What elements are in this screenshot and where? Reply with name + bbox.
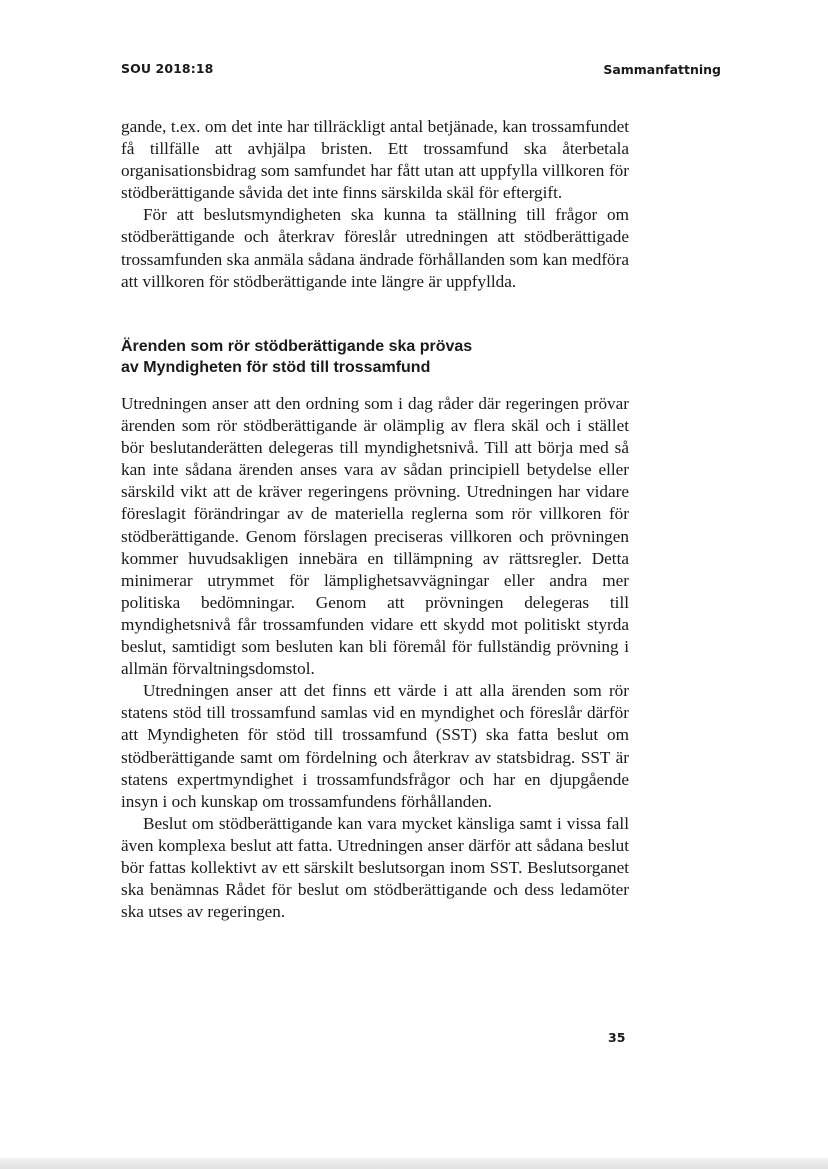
paragraph: Utredningen anser att den ordning som i dag råder där regeringen prövar ärenden som rör stödberättigande är olämplig av flera skäl och i stället bör beslutanderätten delegeras till myndighetsnivå. Till att börja med så kan inte sådana ärenden anses vara av sådan principiell betydelse eller särskild vikt att de kräver regeringens prövning. Utredningen har vidare föreslagit förändringar av de materiella reglerna som rör villkoren för stödberättigande. Genom förslagen preciseras villkoren och prövningen kommer huvudsakligen innebära en tillämpning av rättsregler. Detta minimerar utrymmet för lämplighetsavvägningar eller andra mer politiska bedömningar. Genom att prövningen delegeras till myndighetsnivå får trossamfunden vidare ett skydd mot politiskt styrda beslut, samtidigt som besluten kan bli föremål för fullständig prövning i allmän förvaltningsdomstol. [121, 394, 629, 679]
running-header-section: Sammanfattning [603, 62, 721, 77]
running-header-report-id: SOU 2018:18 [121, 61, 214, 76]
paragraph: Utredningen anser att det finns ett värde i att alla ärenden som rör statens stöd till trossamfund samlas vid en myndighet och föreslår därför att Myndigheten för stöd till trossamfund (SST) ska fatta beslut om stödberättigande samt om fördelning och återkrav av statsbidrag. SST är statens expertmyndighet i trossamfundsfrågor och har en djupgående insyn i och kunskap om trossamfundens förhållanden. [121, 681, 629, 811]
section-1-text [121, 116, 629, 293]
paragraph: Beslut om stödberättigande kan vara mycket känsliga samt i vissa fall även komplexa beslut att fatta. Utredningen anser därför att sådana beslut bör fattas kollektivt av ett särskilt beslutsorgan inom SST. Beslutsorganet ska benämnas Rådet för beslut om stödberättigande och dess ledamöter ska utses av regeringen. [121, 813, 629, 922]
section-2-text [121, 393, 629, 923]
scan-bottom-edge [0, 1158, 828, 1169]
page-number: 35 [608, 1030, 626, 1045]
section-heading [121, 336, 641, 378]
paragraph: För att beslutsmyndigheten ska kunna ta ställning till frågor om stödberättigande och återkrav föreslår utredningen att stödberättigade trossamfunden ska anmäla sådana ändrade förhållanden som kan medföra att villkoren för stödberättigande inte längre är uppfyllda. [121, 205, 629, 291]
section-heading-line-1: Ärenden som rör stödberättigande ska prövas [121, 338, 473, 355]
paragraph: gande, t.ex. om det inte har tillräckligt antal betjänade, kan trossamfundet få tillfälle att avhjälpa bristen. Ett trossamfund ska återbetala organisationsbidrag som samfundet har fått utan att uppfylla villkoren för stödberättigande såvida det inte finns särskilda skäl för eftergift. [121, 117, 629, 203]
section-heading-line-2: av Myndigheten för stöd till trossamfund [121, 359, 431, 376]
